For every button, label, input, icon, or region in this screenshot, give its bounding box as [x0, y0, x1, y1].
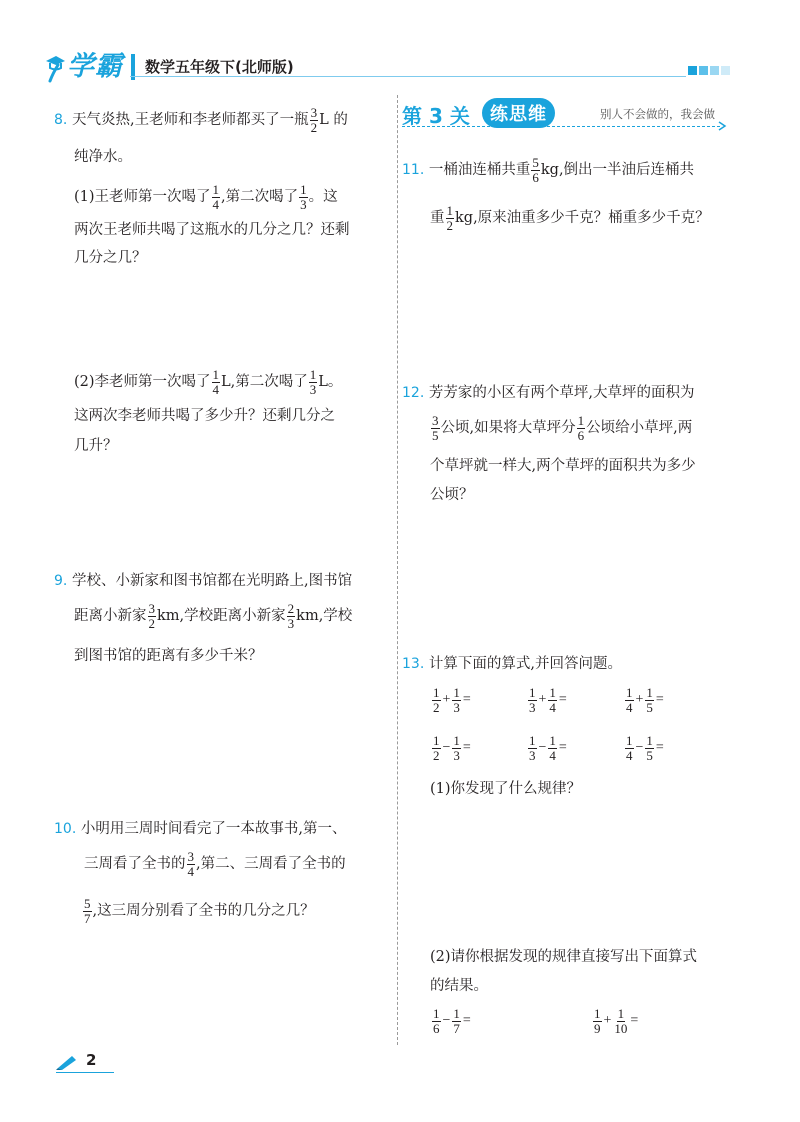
- expression: $\frac{1}{4}$ + $\frac{1}{5}$ =: [626, 685, 664, 715]
- fraction: $\frac{1}{3}$: [309, 367, 317, 397]
- section-subtitle: 别人不会做的，我会做: [600, 107, 715, 121]
- fraction: $\frac{1}{4}$: [212, 182, 220, 212]
- fraction: $\frac{1}{2}$: [446, 203, 453, 233]
- header-square-3: [710, 66, 719, 75]
- fraction: $\frac{3}{2}$: [310, 105, 318, 135]
- fraction: $\frac{3}{2}$: [148, 601, 155, 631]
- header-rule: [130, 76, 686, 77]
- expression: $\frac{1}{6}$ − $\frac{1}{7}$ =: [433, 1006, 471, 1036]
- question-number: 10.: [54, 821, 77, 837]
- fraction: $\frac{3}{4}$: [187, 849, 194, 879]
- pencil-icon: [56, 1054, 78, 1070]
- header-square-1: [688, 66, 697, 75]
- question-number: 13.: [402, 656, 425, 672]
- header-square-2: [699, 66, 708, 75]
- brand-logo: [44, 47, 294, 83]
- expression: $\frac{1}{3}$ + $\frac{1}{4}$ =: [529, 685, 567, 715]
- question-number: 12.: [402, 385, 425, 401]
- fraction: $\frac{3}{5}$: [432, 413, 439, 443]
- logo-text: 学霸: [67, 51, 123, 82]
- fraction: $\frac{2}{3}$: [287, 601, 295, 631]
- header-square-4: [721, 66, 730, 75]
- question-number: 11.: [402, 162, 425, 179]
- fraction: $\frac{1}{4}$: [212, 367, 220, 397]
- graduation-cap-icon: [44, 53, 66, 83]
- expression: $\frac{1}{2}$ − $\frac{1}{3}$ =: [433, 733, 471, 763]
- section-label: 第 3 关: [402, 104, 470, 128]
- footer-rule: [56, 1072, 114, 1073]
- section-underline: [402, 126, 720, 127]
- section-title-pill: 练思维: [482, 98, 555, 128]
- question-number: 8.: [54, 112, 68, 129]
- question-number: 9.: [54, 573, 68, 589]
- page-number: 2: [86, 1051, 97, 1069]
- fraction: $\frac{5}{7}$: [84, 896, 91, 926]
- expression: $\frac{1}{9}$ + $\frac{1}{10}$ =: [594, 1006, 639, 1036]
- expression: $\frac{1}{2}$ + $\frac{1}{3}$ =: [433, 685, 471, 715]
- column-divider: [397, 95, 398, 1045]
- arrow-right-icon: [718, 121, 727, 131]
- fraction: $\frac{5}{6}$: [532, 155, 539, 185]
- expression: $\frac{1}{4}$ − $\frac{1}{5}$ =: [626, 733, 664, 763]
- section-banner: [402, 98, 732, 130]
- fraction: $\frac{1}{6}$: [577, 413, 585, 443]
- expression: $\frac{1}{3}$ − $\frac{1}{4}$ =: [529, 733, 567, 763]
- fraction: $\frac{1}{3}$: [300, 182, 307, 212]
- book-title: 数学五年级下(北师版): [145, 58, 294, 76]
